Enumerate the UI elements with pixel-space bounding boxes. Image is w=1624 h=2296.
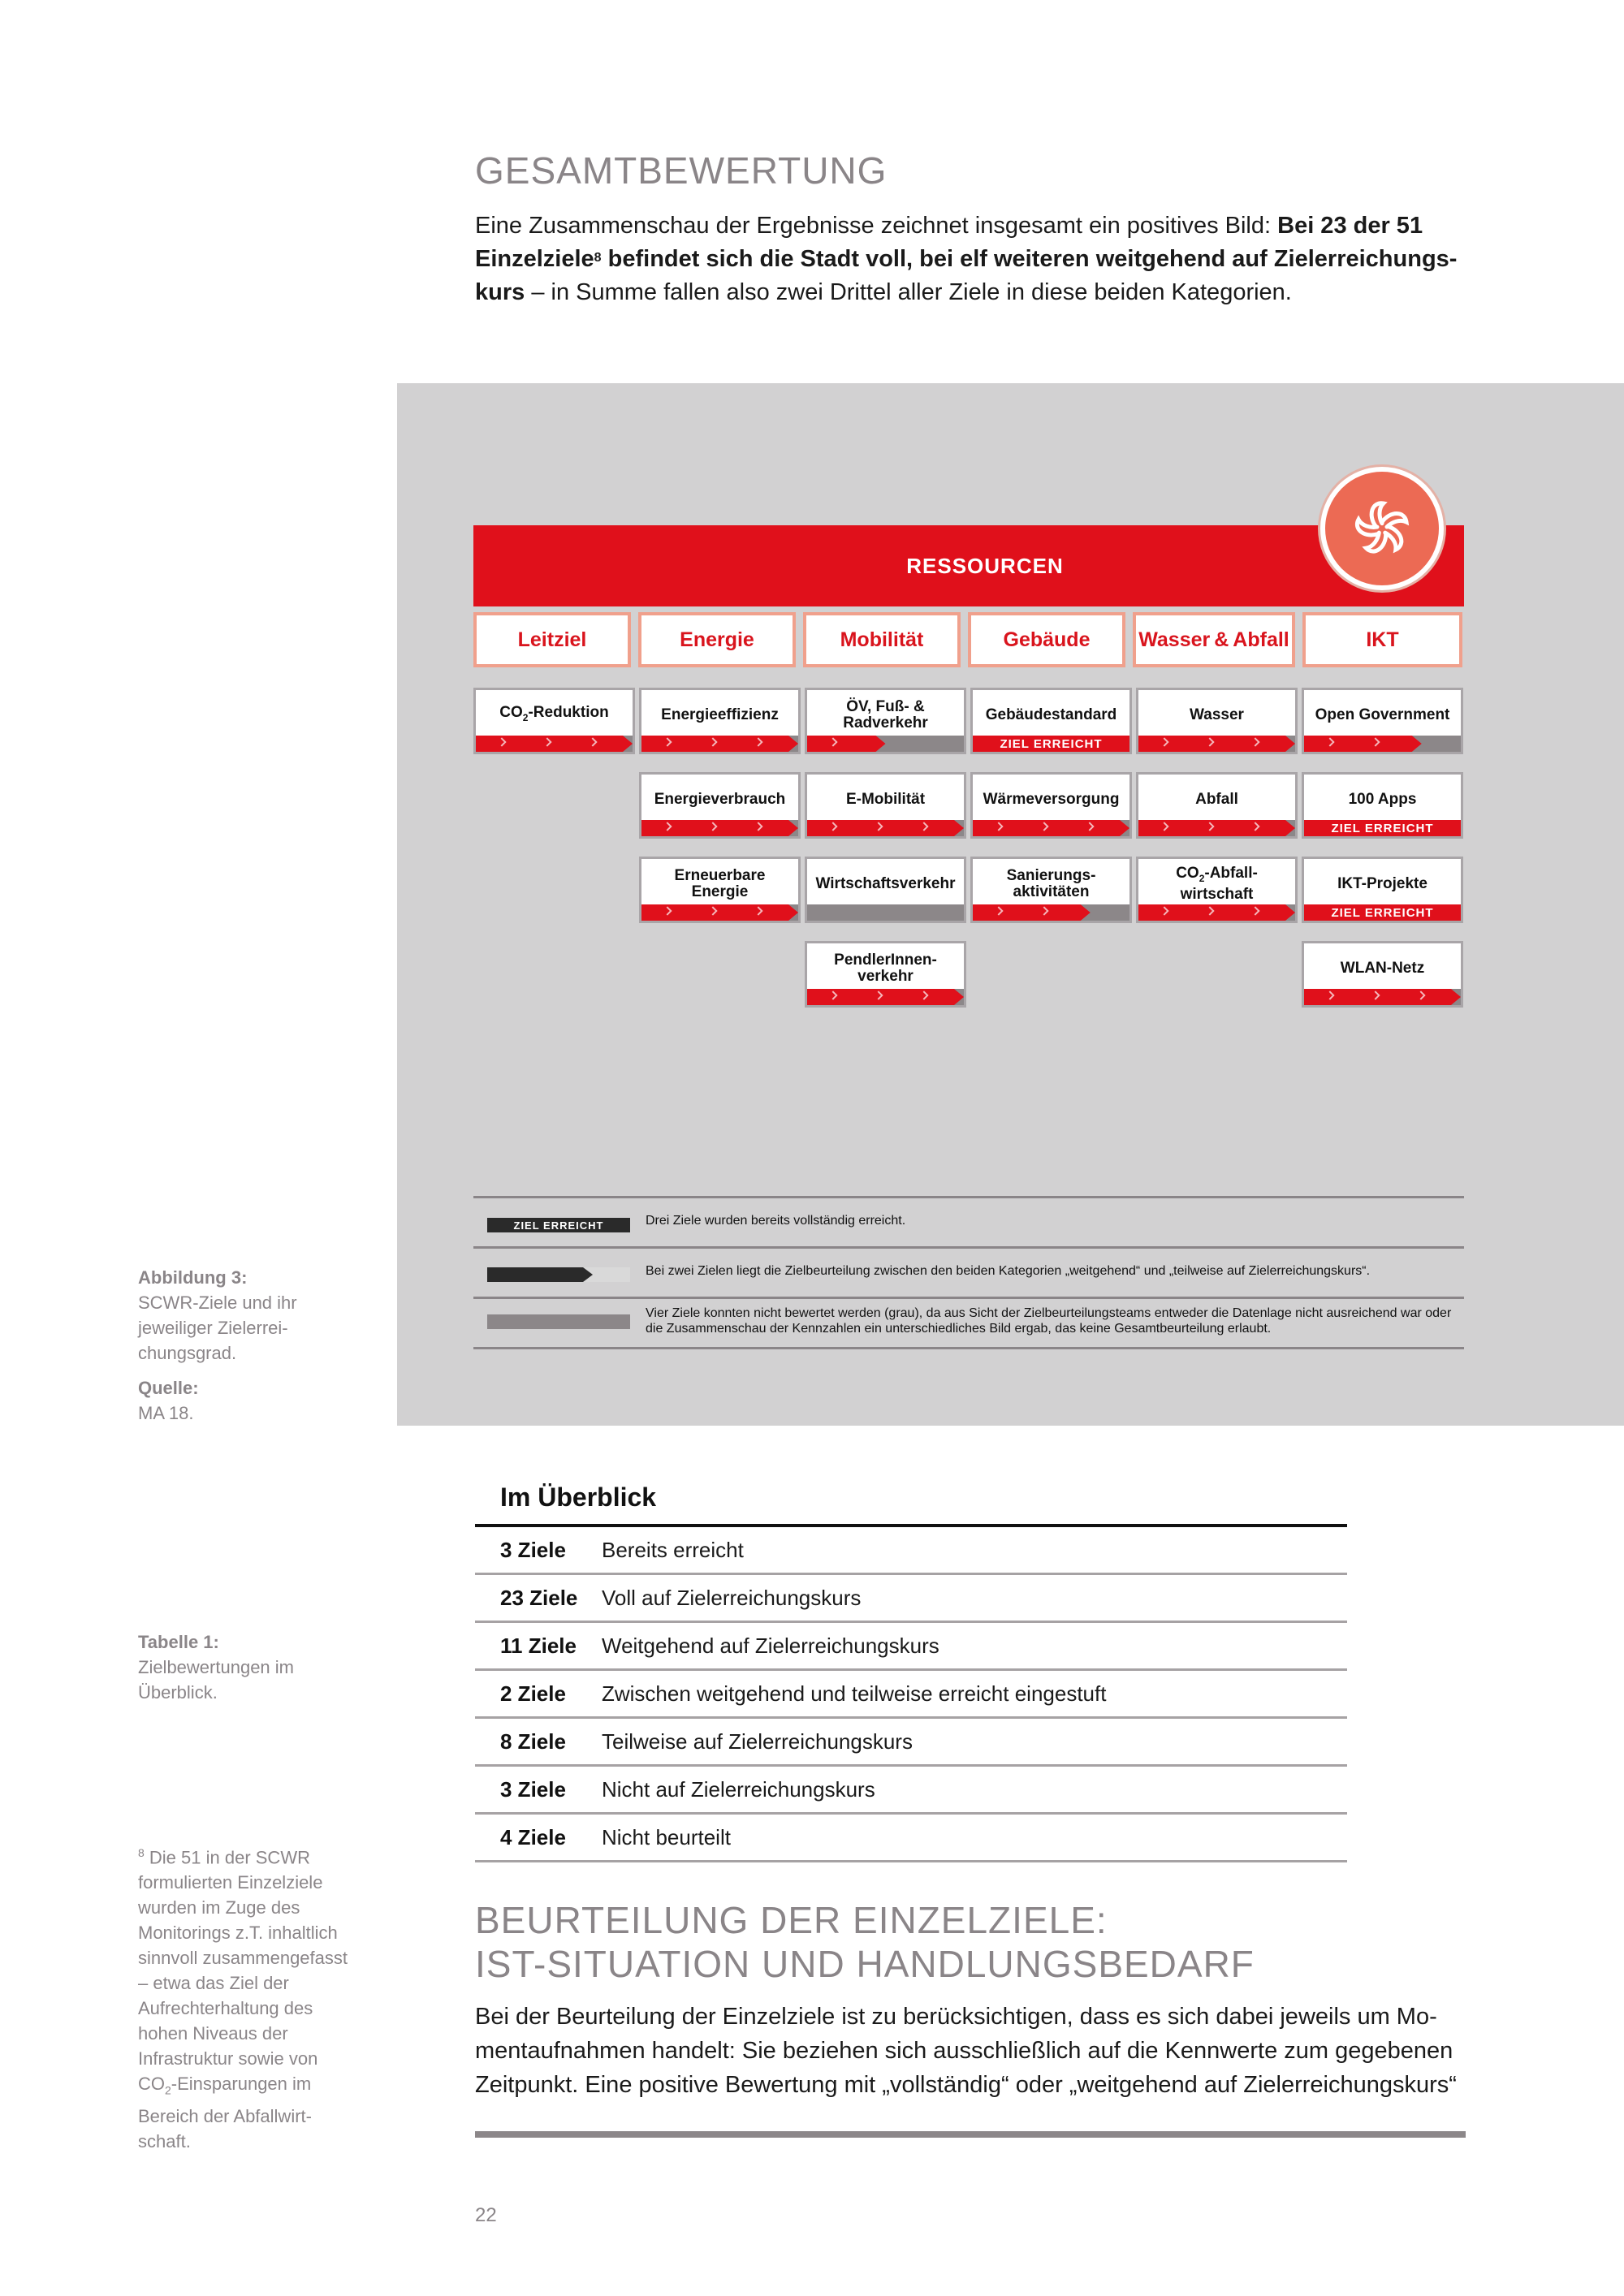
chevron-icon	[1325, 990, 1334, 999]
goal-card: Sanierungs-aktivitäten	[970, 857, 1132, 923]
chevron-icon	[828, 822, 837, 831]
legend-swatch-between	[487, 1267, 630, 1282]
chevron-icon	[663, 906, 672, 915]
goal-card: Energieeffizienz	[639, 688, 801, 754]
goal-card: E-Mobilität	[805, 772, 966, 839]
chevron-icon	[919, 990, 928, 999]
legend-swatch-grey	[487, 1314, 630, 1329]
table-row: 4 Ziele Nicht beurteilt	[475, 1815, 1347, 1862]
legend-text-grey: Vier Ziele konnten nicht bewertet werden (grau), da aus Sicht der Zielbeurteilungsteams entweder die Datenlage nicht ausreichend war oder die Zusammenschau der Kennzahlen ein unterschiedliches Bild ergab, das keine Gesamtbeurteilung erlaubt.	[646, 1306, 1452, 1336]
chevron-icon	[1205, 822, 1214, 831]
goal-card: $CO_2$-Reduktion	[473, 688, 635, 754]
chevron-icon	[663, 737, 672, 746]
chevron-icon	[708, 906, 717, 915]
goal-card: WLAN-Netz	[1302, 941, 1463, 1008]
table-title: Im Überblick	[500, 1482, 657, 1512]
chevron-icon	[1085, 822, 1094, 831]
table-caption: Tabelle 1: Zielbewertungen im Überblick.	[138, 1632, 294, 1703]
overview-table	[475, 1524, 1347, 1862]
resources-banner: RESSOURCEN	[473, 525, 1464, 606]
chevron-icon	[994, 822, 1003, 831]
category-energie: Energie	[638, 612, 796, 667]
resources-emblem-icon	[1320, 467, 1444, 590]
goal-card: Gebäudestandard ZIEL ERREICHT	[970, 688, 1132, 754]
legend-swatch-reached: ZIEL ERREICHT	[487, 1218, 630, 1232]
category-gebaeude: Gebäude	[968, 612, 1125, 667]
chevron-icon	[708, 737, 717, 746]
goal-card: Open Government	[1302, 688, 1463, 754]
goal-card: Wirtschaftsverkehr	[805, 857, 966, 923]
legend-text-reached: Drei Ziele wurden bereits vollständig erreicht.	[646, 1214, 906, 1228]
section-body: Bei der Beurteilung der Einzelziele ist zu berücksichtigen, dass es sich dabei jeweils um Momentaufnahmen handelt: Sie beziehen sich ausschließlich auf die Kennwerte zum gegebenen Zeitpunkt. Eine positive Bewertung mit „vollständig“ oder „weitgehend auf Zielerreichungskurs“	[475, 2004, 1457, 2098]
category-leitziel: Leitziel	[473, 612, 631, 667]
page-number: 22	[475, 2204, 497, 2226]
chevron-icon	[1160, 737, 1168, 746]
goal-card: Energieverbrauch	[639, 772, 801, 839]
category-ikt: IKT	[1302, 612, 1462, 667]
chevron-icon	[588, 737, 597, 746]
table-row: 2 Ziele Zwischen weitgehend und teilweise erreicht eingestuft	[475, 1671, 1347, 1719]
intro-paragraph: Eine Zusammenschau der Ergebnisse zeichnet insgesamt ein positives Bild: Bei 23 der 51 Einzelziele$^8$ befindet sich die Stadt voll, bei elf weiteren weitgehend auf Zielerreichungskurs – in Summe fallen also zwei Drittel aller Ziele in diese beiden Kategorien.	[475, 213, 1458, 305]
chevron-icon	[994, 906, 1003, 915]
chevron-icon	[1371, 990, 1380, 999]
legend-divider	[473, 1347, 1464, 1349]
chevron-icon	[1250, 822, 1259, 831]
goal-card: 100 Apps ZIEL ERREICHT	[1302, 772, 1463, 839]
goal-card: ÖV, Fuß- & Radverkehr	[805, 688, 966, 754]
chevron-icon	[1160, 906, 1168, 915]
page-heading: GESAMTBEWERTUNG	[475, 149, 888, 192]
figure-caption: Abbildung 3: SCWR-Ziele und ihr jeweiliger Zielerreichungsgrad. Quelle: MA 18.	[138, 1267, 297, 1423]
chevron-icon	[754, 906, 762, 915]
chevron-icon	[497, 737, 506, 746]
table-row: 3 Ziele Bereits erreicht	[475, 1527, 1347, 1575]
chevron-icon	[708, 822, 717, 831]
chevron-icon	[542, 737, 551, 746]
goal-card: IKT-Projekte ZIEL ERREICHT	[1302, 857, 1463, 923]
table-row: 23 Ziele Voll auf Zielerreichungskurs	[475, 1575, 1347, 1623]
goal-card: $CO_2-Abfall$-wirtschaft	[1136, 857, 1298, 923]
chevron-icon	[1416, 990, 1425, 999]
chevron-icon	[828, 990, 837, 999]
legend-divider	[473, 1246, 1464, 1249]
table-row: 3 Ziele Nicht auf Zielerreichungskurs	[475, 1767, 1347, 1815]
table-row: 8 Ziele Teilweise auf Zielerreichungskurs	[475, 1719, 1347, 1767]
chevron-icon	[1039, 906, 1048, 915]
legend-divider	[473, 1297, 1464, 1299]
chevron-icon	[1205, 737, 1214, 746]
category-mobilitaet: Mobilität	[803, 612, 961, 667]
chevron-icon	[1250, 906, 1259, 915]
chevron-icon	[828, 737, 837, 746]
chevron-icon	[874, 990, 883, 999]
chevron-icon	[754, 737, 762, 746]
chevron-icon	[1371, 737, 1380, 746]
goal-card: Wärmeversorgung	[970, 772, 1132, 839]
footnote: $^8$ Die 51 in der SCWR formulierten Einzelziele wurden im Zuge des Monitorings z.T. inhaltlich sinnvoll zusammengefasst – etwa das Ziel der Aufrechterhaltung des hohen Niveaus der Infrastruktur sowie von $CO_2$-Einsparungen im Bereich der Abfallwirtschaft.	[138, 1846, 348, 2151]
table-row: 11 Ziele Weitgehend auf Zielerreichungskurs	[475, 1623, 1347, 1671]
category-wasser-abfall: Wasser & Abfall	[1133, 612, 1295, 667]
bottom-rule	[475, 2131, 1466, 2138]
chevron-icon	[919, 822, 928, 831]
legend-divider	[473, 1196, 1464, 1198]
chevron-icon	[1205, 906, 1214, 915]
goal-card: Erneuerbare Energie	[639, 857, 801, 923]
chevron-icon	[1039, 822, 1048, 831]
goal-card: Abfall	[1136, 772, 1298, 839]
legend-text-between: Bei zwei Zielen liegt die Zielbeurteilung zwischen den beiden Kategorien „weitgehend“ und „teilweise auf Zielerreichungskurs“.	[646, 1264, 1371, 1278]
chevron-icon	[1160, 822, 1168, 831]
chevron-icon	[874, 822, 883, 831]
goal-card: Wasser	[1136, 688, 1298, 754]
chevron-icon	[663, 822, 672, 831]
goal-card: PendlerInnen-verkehr	[805, 941, 966, 1008]
chevron-icon	[1250, 737, 1259, 746]
section-heading: BEURTEILUNG DER EINZELZIELE: IST-SITUATION UND HANDLUNGSBEDARF	[475, 1899, 1255, 1985]
chevron-icon	[754, 822, 762, 831]
chevron-icon	[1325, 737, 1334, 746]
